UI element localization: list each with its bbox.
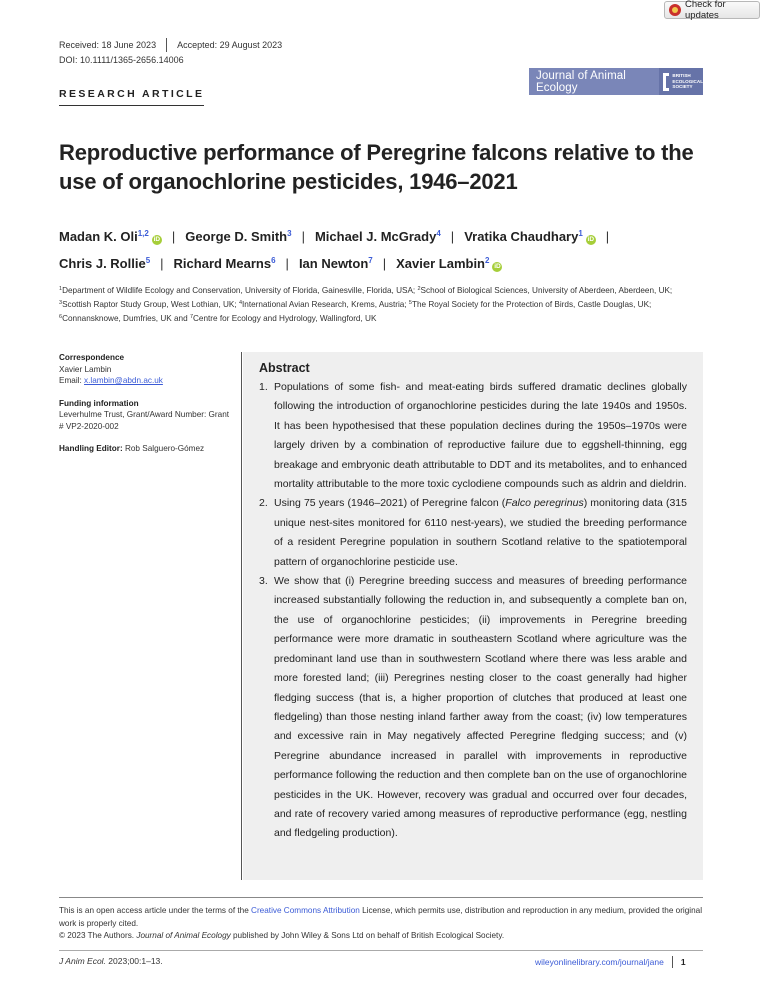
author[interactable]: Richard Mearns$^6$ — [173, 256, 276, 271]
author[interactable]: Ian Newton$^7$ — [298, 256, 373, 271]
footer-divider — [59, 897, 703, 898]
funding-heading: Funding information — [59, 398, 139, 408]
journal-url-link[interactable]: wileyonlinelibrary.com/journal/jane — [535, 957, 664, 967]
license-footer — [59, 905, 709, 943]
check-for-updates-label: Check for updates — [685, 0, 726, 21]
author[interactable]: Madan K. Oli$^{1,2}$iD — [59, 229, 161, 244]
email-line: Email: x.lambin@abdn.ac.uk — [59, 376, 163, 385]
journal-logo[interactable] — [529, 68, 703, 95]
column-divider — [241, 352, 242, 880]
orcid-icon[interactable]: iD — [587, 236, 595, 243]
crossmark-icon — [669, 4, 681, 16]
author[interactable]: Michael J. McGrady$^4$ — [314, 229, 441, 244]
received-date: Received: 18 June 2023 — [59, 40, 157, 50]
abstract-item: 2. Using 75 years (1946–2021) of Peregrine falcon (Falco peregrinus) monitoring data (315 unique nest-sites monitored for 6110 nest-years), we studied the breeding performance of a resident Peregrine population in southern Scotland relative to the spatiotemporal pattern of organochlorine pesticide use. — [259, 497, 687, 568]
editor-heading: Handling Editor: — [59, 444, 125, 453]
abstract-list — [259, 378, 687, 844]
editor-name: Rob Salguero-Gómez — [124, 444, 205, 453]
correspondence-heading: Correspondence — [59, 353, 125, 362]
bottom-divider — [59, 950, 703, 951]
society-logo — [659, 68, 703, 95]
article-type: RESEARCH ARTICLE — [59, 88, 204, 106]
accepted-date: Accepted: 29 August 2023 — [177, 40, 283, 50]
check-for-updates-button[interactable] — [664, 1, 760, 19]
abstract-item: 1. Populations of some fish- and meat-eating birds suffered dramatic declines globally following the introduction of organochlorine pesticides during the late 1940s and 1950s. It has been hypothesised that these population declines during the 1950s–1970s were largely driven by a combination of reproductive failure due to eggshell-thinning, egg breakage and embryonic death attributable to DDT and its metabolites, and to enhanced mortality attributable to the more toxic cyclodiene compounds such as aldrin and dieldrin. — [259, 381, 687, 491]
orcid-icon[interactable]: iD — [153, 236, 161, 243]
citation: J Anim Ecol. 2023;00:1–13. — [59, 956, 163, 966]
society-name: BRITISH ECOLOGICAL SOCIETY — [672, 73, 703, 90]
society-mark-icon — [663, 73, 669, 91]
author[interactable]: Xavier Lambin$^2$iD — [396, 256, 501, 271]
license-text: This is an open access article under the terms of the Creative Commons Attribution License, which permits use, distribution and reproduction in any medium, provided the original work is properly cited. — [59, 906, 703, 928]
article-dates — [59, 38, 282, 52]
journal-name: Journal of Animal Ecology — [536, 69, 626, 94]
abstract-item: 3. We show that (i) Peregrine breeding success and measures of breeding performance increased substantially following the reduction in, and subsequently a complete ban on, the use of organochlorine pesticides; (ii) improvements in Peregrine breeding performance were more dramatic in southeastern Scotland where agriculture was the predominant land use than in southwestern Scotland where there was less arable and more forested land; (iii) Peregrines nesting closer to the coast generally had higher fledging success (that is, a higher proportion of clutches that produced at least one fledgeling) than those nesting inland farther away from the coast; (iv) low temperatures and excessive rain in May negatively affected Peregrine fledging success; and (v) Peregrine abundance increased in parallel with improvements in reproductive performance following the reduction and then complete ban on the use of organochlorine pesticides in the UK. However, recovery was gradual and occurred over four decades, and rate of recovery varied among measures of reproductive performance (egg, nestling and fledgeling production). — [259, 575, 687, 840]
species-name: Falco peregrinus — [505, 497, 584, 510]
author[interactable]: Vratika Chaudhary$^1$iD — [464, 229, 595, 244]
page-footer-right — [535, 956, 686, 968]
doi[interactable]: DOI: 10.1111/1365-2656.14006 — [59, 55, 184, 65]
article-info-sidebar — [59, 352, 234, 466]
funding-text: Leverhulme Trust, Grant/Award Number: Grant # VP2-2020-002 — [59, 410, 230, 431]
cc-license-link[interactable]: Creative Commons Attribution — [251, 906, 360, 915]
abstract-heading: Abstract — [259, 361, 310, 375]
editor-block — [59, 443, 234, 455]
funding-block — [59, 398, 234, 433]
affiliations: $^1$Department of Wildlife Ecology and Conservation, University of Florida, Gainesville, Florida, USA; $^2$School of Biological Sciences, University of Aberdeen, Aberdeen, UK; $^3$Scottish Raptor Study Group, West Lothian, UK; $^4$International Avian Research, Krems, Austria; $^5$The Royal Society for the Protection of Birds, Castle Douglas, UK; $^6$Connansknowe, Dumfries, UK and $^7$Centre for Ecology and Hydrology, Wallingford, UK — [59, 286, 673, 323]
date-divider — [166, 38, 167, 52]
author[interactable]: George D. Smith$^3$ — [185, 229, 292, 244]
author-list: Madan K. Oli$^{1,2}$iD | George D. Smith$^3$ | Michael J. McGrady$^4$ | Vratika Chaudhary$^1$iD | Chris J. Rollie$^5$ | Richard Mearns$^6$ | Ian Newton$^7$ | Xavier Lambin$^2$iD — [59, 229, 610, 271]
correspondence-block — [59, 352, 234, 387]
orcid-icon[interactable]: iD — [494, 263, 501, 270]
email-link[interactable]: x.lambin@abdn.ac.uk — [84, 376, 163, 385]
footer-separator — [672, 956, 673, 968]
article-title: Reproductive performance of Peregrine falcons relative to the use of organochlorine pesticides, 1946–2021 — [59, 140, 694, 194]
page-number: 1 — [680, 957, 686, 967]
correspondence-name: Xavier Lambin — [59, 364, 112, 374]
copyright-text: © 2023 The Authors. Journal of Animal Ecology published by John Wiley & Sons Ltd on behalf of British Ecological Society. — [59, 931, 505, 940]
abstract-box — [243, 352, 703, 880]
author[interactable]: Chris J. Rollie$^5$ — [59, 256, 151, 271]
